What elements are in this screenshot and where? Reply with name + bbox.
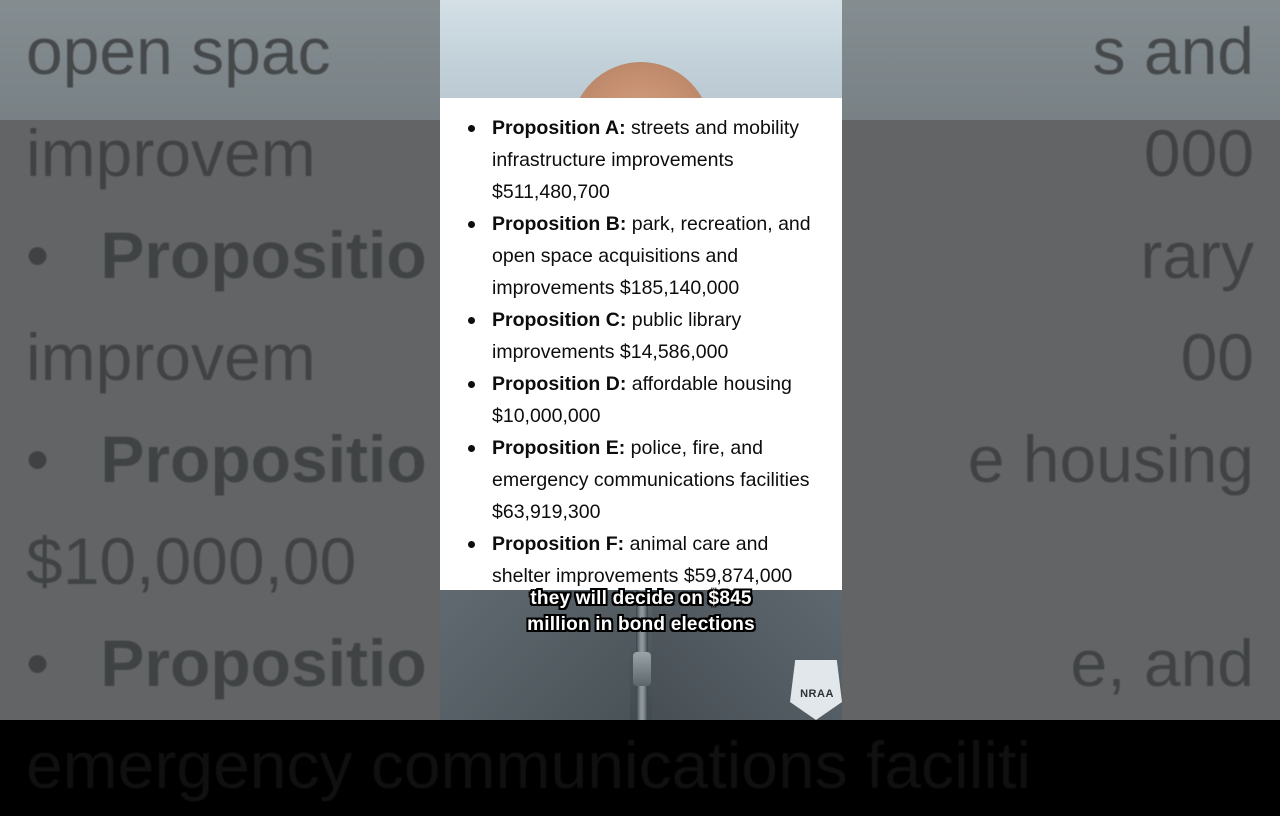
- list-item: [492, 528, 820, 592]
- video-caption: [440, 586, 842, 638]
- proposition-overlay-card: [440, 98, 842, 590]
- list-item: [492, 368, 820, 432]
- proposition-label: Proposition D:: [492, 373, 627, 395]
- list-item: [492, 208, 820, 304]
- proposition-label: Proposition E:: [492, 437, 626, 459]
- background-text: emergency communications faciliti: [26, 728, 1032, 802]
- caption-line-2: million in bond elections: [527, 614, 755, 635]
- list-item: [492, 432, 820, 528]
- proposition-text: park, recreation, and open space acquisitions and improvements $185,140,000: [492, 213, 811, 299]
- proposition-label: Proposition A:: [492, 117, 626, 139]
- zipper-pull-icon: [633, 652, 651, 686]
- proposition-label: Proposition C:: [492, 309, 627, 331]
- proposition-text: animal care and shelter improvements $59,874,000: [492, 533, 793, 587]
- proposition-label: Proposition B:: [492, 213, 627, 235]
- proposition-text: streets and mobility infrastructure improvements $511,480,700: [492, 117, 800, 203]
- background-text-row: [26, 714, 1254, 816]
- jacket-badge-label: NRAA: [800, 688, 834, 700]
- proposition-text: police, fire, and emergency communications facilities $63,919,300: [492, 437, 810, 523]
- proposition-list: [440, 98, 842, 592]
- caption-line-1: they will decide on $845: [530, 588, 752, 609]
- list-item: [492, 304, 820, 368]
- proposition-label: Proposition F:: [492, 533, 625, 555]
- proposition-text: affordable housing $10,000,000: [492, 373, 792, 427]
- list-item: [492, 112, 820, 208]
- proposition-text: public library improvements $14,586,000: [492, 309, 742, 363]
